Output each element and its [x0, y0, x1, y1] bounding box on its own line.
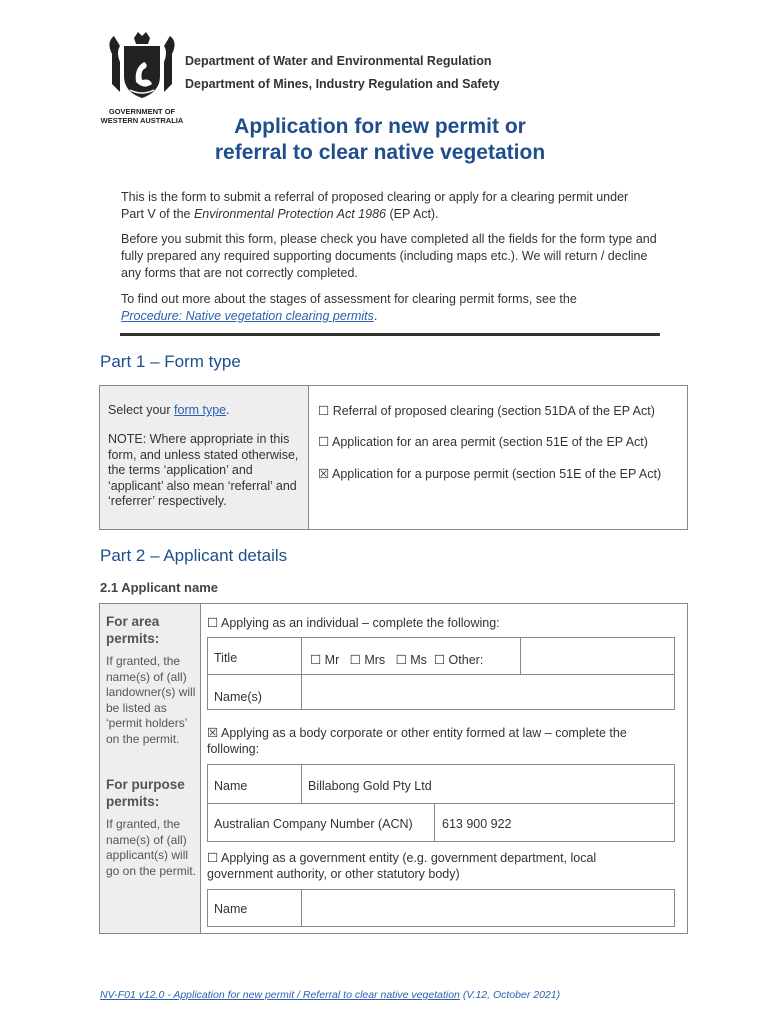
purpose-permit-checkbox[interactable]: ☒ [318, 467, 330, 481]
referral-checkbox[interactable]: ☐ [318, 404, 330, 418]
note-text: NOTE: Where appropriate in this form, and unless stated otherwise, the terms ‘application’ and ‘applicant’ also mean ‘referral’ and ‘referrer’ respectively. [108, 432, 299, 508]
applicant-name-subheading: 2.1 Applicant name [100, 580, 218, 595]
acn-label: Australian Company Number (ACN) [214, 817, 413, 831]
applicant-table [99, 603, 688, 934]
logo-text: GOVERNMENT OF WESTERN AUSTRALIA [100, 107, 184, 125]
applicant-side-cell [100, 604, 201, 933]
individual-details-table [207, 637, 675, 710]
footer-version: (V.12, October 2021) [459, 989, 561, 1001]
intro-paragraph-3: To find out more about the stages of assessment for clearing permit forms, see the Procedure: Native vegetation clearing permits. [121, 292, 577, 323]
title-label: Title [214, 651, 238, 665]
act-name: Environmental Protection Act 1986 [193, 207, 386, 221]
page-title-line2: referral to clear native vegetation [214, 141, 546, 164]
acn-field[interactable]: 613 900 922 [442, 817, 512, 831]
corporate-name-field[interactable]: Billabong Gold Pty Ltd [308, 779, 432, 793]
intro-paragraph-1: This is the form to submit a referral of proposed clearing or apply for a clearing permit under Part V of the Environmental Protection Act 1986 (EP Act). [121, 190, 629, 221]
names-field[interactable] [306, 676, 672, 708]
department-name-2: Department of Mines, Industry Regulation and Safety [185, 77, 500, 91]
names-label: Name(s) [214, 690, 262, 704]
form-type-link[interactable]: form type [174, 403, 227, 417]
corporate-option[interactable]: ☒ Applying as a body corporate or other entity formed at law – complete the following: [207, 726, 627, 756]
intro-paragraph-2: Before you submit this form, please check you have completed all the fields for the form type and fully prepared any required supporting documents (including maps etc.). We will return / decline any forms that are not correctly completed. [121, 232, 657, 280]
part2-heading: Part 2 – Applicant details [100, 546, 288, 565]
footer [100, 989, 560, 1001]
crest-icon [100, 32, 184, 102]
footer-link[interactable]: NV-F01 v12.0 - Application for new permit / Referral to clear native vegetation [100, 989, 460, 1001]
part1-heading: Part 1 – Form type [100, 352, 241, 371]
title-options[interactable]: ☐ Mr ☐ Mrs ☐ Ms ☐ Other: [310, 653, 484, 667]
select-form-type-text: Select your form type. [108, 403, 230, 417]
government-name-label: Name [214, 902, 248, 916]
department-name-1: Department of Water and Environmental Regulation [185, 54, 492, 68]
government-details-table [207, 889, 675, 927]
option-area-permit[interactable]: ☐ Application for an area permit (section 51E of the EP Act) [318, 435, 648, 449]
area-permit-checkbox[interactable]: ☐ [318, 435, 330, 449]
government-crest-logo [100, 32, 184, 125]
purpose-permits-text: If granted, the name(s) of (all) applicant(s) will go on the permit. [106, 817, 197, 878]
area-permits-heading: For area permits: [106, 614, 160, 646]
section-divider [120, 333, 660, 336]
page-title-line1: Application for new permit or [234, 115, 526, 138]
form-type-table [99, 385, 688, 530]
individual-option[interactable]: ☐ Applying as an individual – complete the following: [207, 616, 500, 630]
option-referral[interactable]: ☐ Referral of proposed clearing (section 51DA of the EP Act) [318, 404, 655, 418]
form-type-side-cell [100, 386, 309, 529]
option-purpose-permit[interactable]: ☒ Application for a purpose permit (section 51E of the EP Act) [318, 467, 662, 481]
title-other-field[interactable] [524, 640, 672, 672]
area-permits-text: If granted, the name(s) of (all) landowner(s) will be listed as ‘permit holders’ on the permit. [106, 654, 196, 746]
purpose-permits-heading: For purpose permits: [106, 777, 185, 809]
procedure-link[interactable]: Procedure: Native vegetation clearing permits [121, 309, 374, 323]
government-option[interactable]: ☐ Applying as a government entity (e.g. government department, local government authority, or other statutory body) [207, 851, 597, 881]
government-name-field[interactable] [306, 892, 672, 924]
corporate-details-table [207, 764, 675, 842]
corporate-name-label: Name [214, 779, 248, 793]
